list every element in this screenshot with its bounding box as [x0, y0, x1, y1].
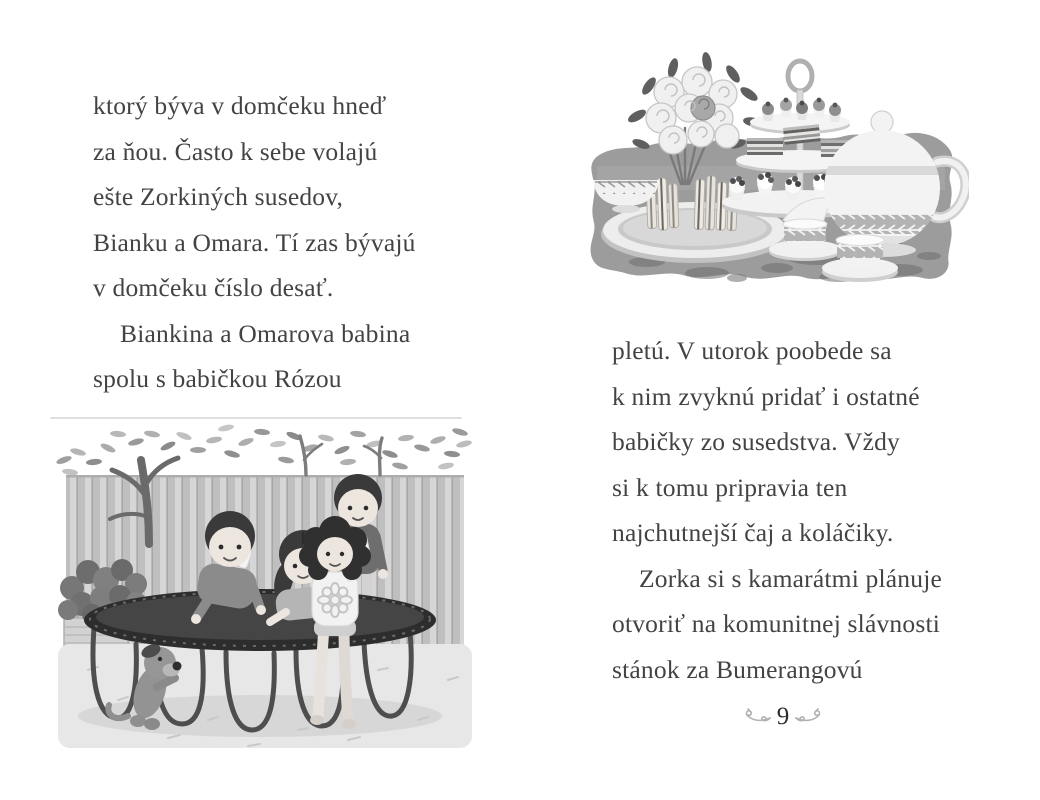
divider-line: [50, 417, 462, 419]
tea-party-illustration: [577, 30, 969, 292]
text-line: Bianku a Omara. Tí zas bývajú: [93, 227, 416, 257]
trampoline-illustration: [48, 420, 478, 760]
text-line: si k tomu pripravia ten: [612, 472, 848, 502]
text-line: k nim zvyknú pridať i ostatné: [612, 381, 920, 411]
text-line: babičky zo susedstva. Vždy: [612, 427, 901, 456]
text-line: za ňou. Často k sebe volajú: [93, 136, 378, 166]
text-line: Biankina a Omarova babina: [120, 318, 411, 348]
text-line: pletú. V utorok poobede sa: [612, 336, 892, 365]
page-number-value: 9: [776, 702, 790, 730]
text-line: spolu s babičkou Rózou: [93, 364, 342, 393]
tree-foliage: [55, 423, 472, 476]
text-line: najchutnejší čaj a koláčiky.: [612, 518, 894, 547]
right-text-column: [612, 328, 942, 692]
text-line: otvoriť na komunitnej slávnosti: [612, 609, 941, 638]
text-line: v domčeku číslo desať.: [93, 273, 334, 302]
text-line: ešte Zorkiných susedov,: [93, 182, 344, 211]
text-line: ktorý býva v domčeku hneď: [93, 91, 387, 120]
left-text-column: [93, 83, 416, 402]
tree: [300, 436, 382, 475]
ornament-right-icon: [794, 707, 822, 725]
ornament-left-icon: [744, 707, 772, 725]
text-line: Zorka si s kamarátmi plánuje: [639, 563, 943, 593]
page-number: [733, 701, 833, 731]
text-line: stánok za Bumerangovú: [612, 654, 863, 684]
